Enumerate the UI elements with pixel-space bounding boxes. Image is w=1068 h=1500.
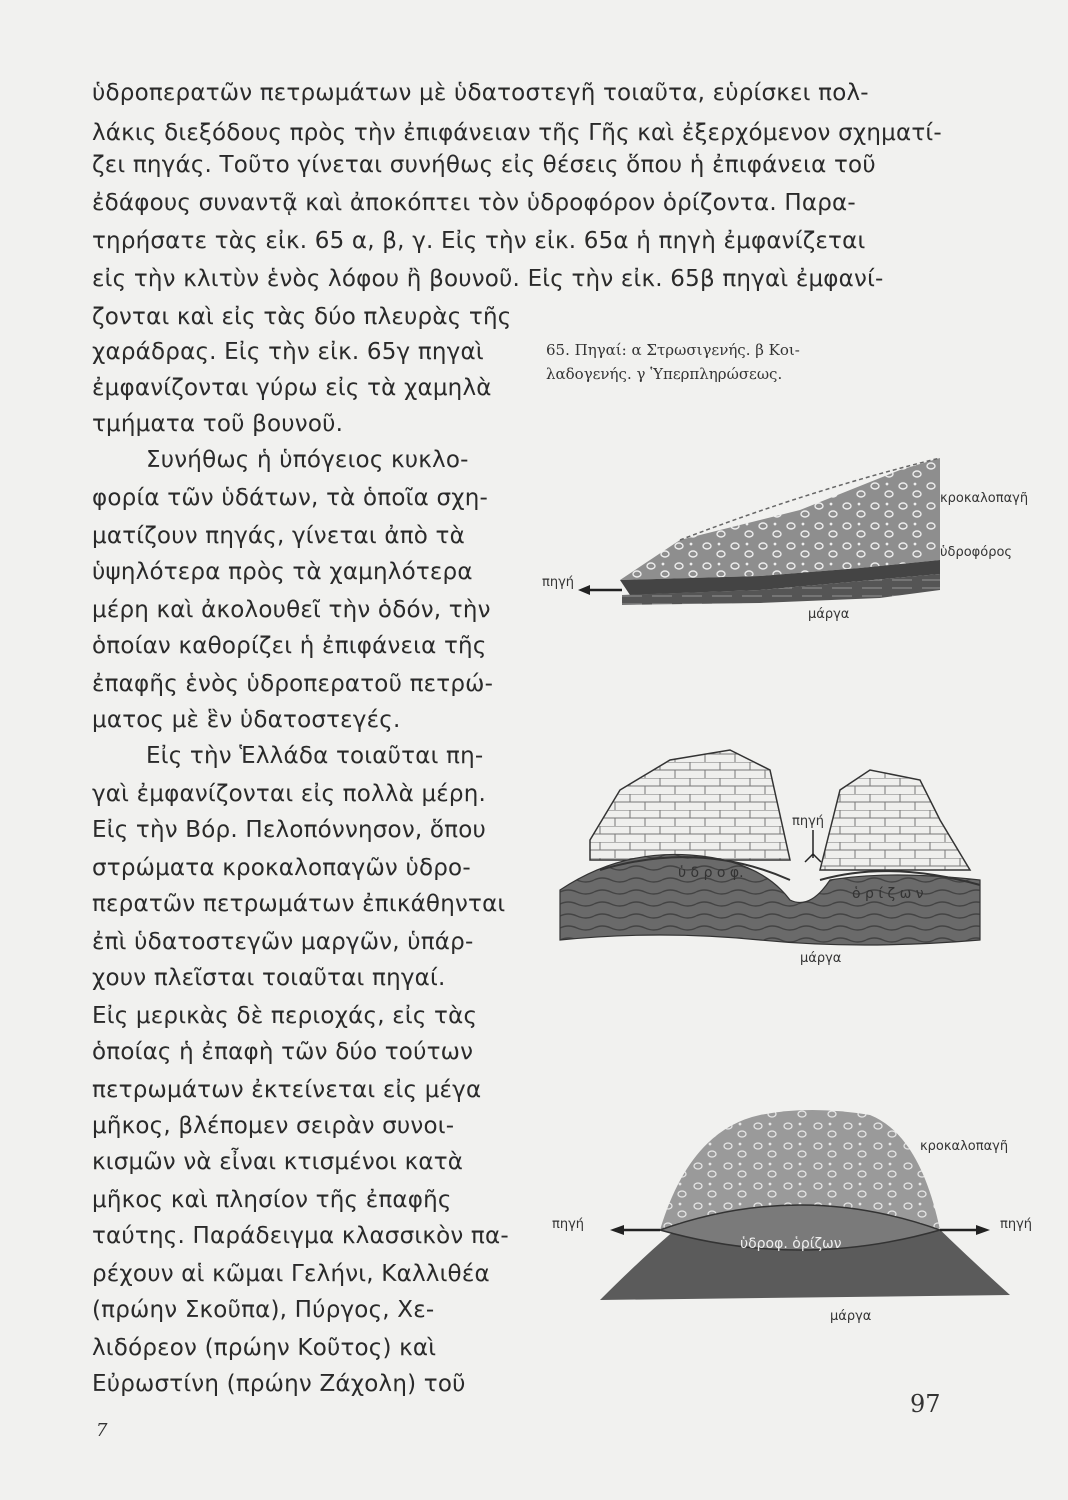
column-text-line: ματος μὲ ἓν ὑδατοστεγές. [92, 707, 401, 733]
column-text-line: Εἰς τὴν Βόρ. Πελοπόννησον, ὅπου [92, 817, 486, 843]
column-text-line: χουν πλεῖσται τοιαῦται πηγαί. [92, 965, 446, 991]
limestone-left [590, 750, 790, 860]
label-conglomerate: κροκαλοπαγῆ [940, 491, 1029, 506]
label-spring: πηγή [542, 575, 574, 590]
column-text-line: ἐπὶ ὑδατοστεγῶν μαργῶν, ὑπάρ- [92, 929, 474, 955]
body-text-line: εἰς τὴν κλιτὺν ἑνὸς λόφου ἢ βουνοῦ. Εἰς τὴν εἰκ. 65β πηγαὶ ἐμφανί- [92, 266, 884, 292]
column-text-line: ὁποίαν καθορίζει ἡ ἐπιφάνεια τῆς [92, 633, 487, 659]
column-text-line: ρέχουν αἱ κῶμαι Γελήνι, Καλλιθέα [92, 1261, 490, 1287]
label-spring-left: πηγή [552, 1217, 584, 1232]
column-text-line: χαράδρας. Εἰς τὴν εἰκ. 65γ πηγαὶ [92, 339, 484, 365]
conglomerate-layer [620, 458, 940, 580]
signature-mark: 7 [96, 1420, 108, 1441]
figure-65b-diagram [560, 730, 980, 970]
body-text-line: λάκις διεξόδους πρὸς τὴν ἐπιφάνειαν τῆς Γῆς καὶ ἐξερχόμενον σχηματί- [92, 120, 942, 146]
column-text-line: ὁποίας ἡ ἐπαφὴ τῶν δύο τούτων [92, 1039, 474, 1065]
column-text-line: γαὶ ἐμφανίζονται εἰς πολλὰ μέρη. [92, 781, 487, 807]
column-text-line: ταύτης. Παράδειγμα κλασσικὸν πα- [92, 1223, 509, 1249]
label-aquifer: ὑδροφόρος [940, 545, 1013, 560]
column-text-line: ματίζουν πηγάς, γίνεται ἀπὸ τὰ [92, 523, 465, 549]
body-text-line: ὑδροπερατῶν πετρωμάτων μὲ ὑδατοστεγῆ τοιαῦτα, εὑρίσκει πολ- [92, 80, 869, 106]
column-text-line: Εὐρωστίνη (πρώην Ζάχολη) τοῦ [92, 1371, 466, 1397]
label-aquifer: ὑδροφ. ὁρίζων [740, 1236, 842, 1252]
column-text-line: (πρώην Σκοῦπα), Πύργος, Χε- [92, 1297, 435, 1323]
figure-65c-diagram [540, 1100, 1068, 1324]
body-text-line: ἐδάφους συναντᾷ καὶ ἀποκόπτει τὸν ὑδροφόρον ὁρίζοντα. Παρα- [92, 190, 856, 216]
column-text-line: Συνήθως ἡ ὑπόγειος κυκλο- [146, 447, 469, 473]
label-marl: μάργα [830, 1309, 872, 1324]
column-text-line: ἐπαφῆς ἑνὸς ὑδροπερατοῦ πετρώ- [92, 671, 494, 697]
label-spring-right: πηγή [1000, 1217, 1032, 1232]
column-text-line: ζονται καὶ εἰς τὰς δύο πλευρὰς τῆς [92, 304, 512, 330]
column-text-line: τμήματα τοῦ βουνοῦ. [92, 411, 344, 437]
column-text-line: ἐμφανίζονται γύρω εἰς τὰ χαμηλὰ [92, 375, 492, 401]
limestone-right [820, 770, 970, 870]
figure-caption-line: λαδογενής. γ Ὑπερπληρώσεως. [546, 365, 783, 383]
page-number: 97 [910, 1390, 941, 1418]
column-text-line: περατῶν πετρωμάτων ἐπικάθηνται [92, 891, 506, 917]
column-text-line: Εἰς μερικὰς δὲ περιοχάς, εἰς τὰς [92, 1003, 478, 1029]
label-marl: μάργα [800, 951, 842, 966]
body-text-line: τηρήσατε τὰς εἰκ. 65 α, β, γ. Εἰς τὴν εἰκ. 65α ἡ πηγὴ ἐμφανίζεται [92, 228, 866, 254]
column-text-line: μέρη καὶ ἀκολουθεῖ τὴν ὁδόν, τὴν [92, 597, 491, 623]
figure-65a-diagram [542, 440, 1068, 630]
column-text-line: πετρωμάτων ἐκτείνεται εἰς μέγα [92, 1077, 482, 1103]
label-aquifer-2: ὁ ρ ί ζ ω ν [852, 886, 924, 902]
column-text-line: μῆκος καὶ πλησίον τῆς ἐπαφῆς [92, 1187, 452, 1213]
label-marl: μάργα [808, 607, 850, 622]
body-text-line: ζει πηγάς. Τοῦτο γίνεται συνήθως εἰς θέσεις ὅπου ἡ ἐπιφάνεια τοῦ [92, 152, 876, 178]
column-text-line: Εἰς τὴν Ἑλλάδα τοιαῦται πη- [146, 743, 484, 769]
figure-caption-line: 65. Πηγαί: α Στρωσιγενής. β Κοι- [546, 341, 800, 359]
column-text-line: στρώματα κροκαλοπαγῶν ὑδρο- [92, 855, 471, 881]
column-text-line: λιδόρεον (πρώην Κοῦτος) καὶ [92, 1335, 437, 1361]
column-text-line: ὑψηλότερα πρὸς τὰ χαμηλότερα [92, 559, 473, 585]
column-text-line: μῆκος, βλέπομεν σειρὰν συνοι- [92, 1113, 455, 1139]
label-conglomerate: κροκαλοπαγῆ [920, 1139, 1009, 1154]
label-aquifer-1: ὑ δ ρ ο φ. [678, 865, 744, 881]
column-text-line: κισμῶν νὰ εἶναι κτισμένοι κατὰ [92, 1149, 464, 1175]
column-text-line: φορία τῶν ὑδάτων, τὰ ὁποῖα σχη- [92, 485, 488, 511]
label-spring: πηγή [792, 814, 824, 829]
